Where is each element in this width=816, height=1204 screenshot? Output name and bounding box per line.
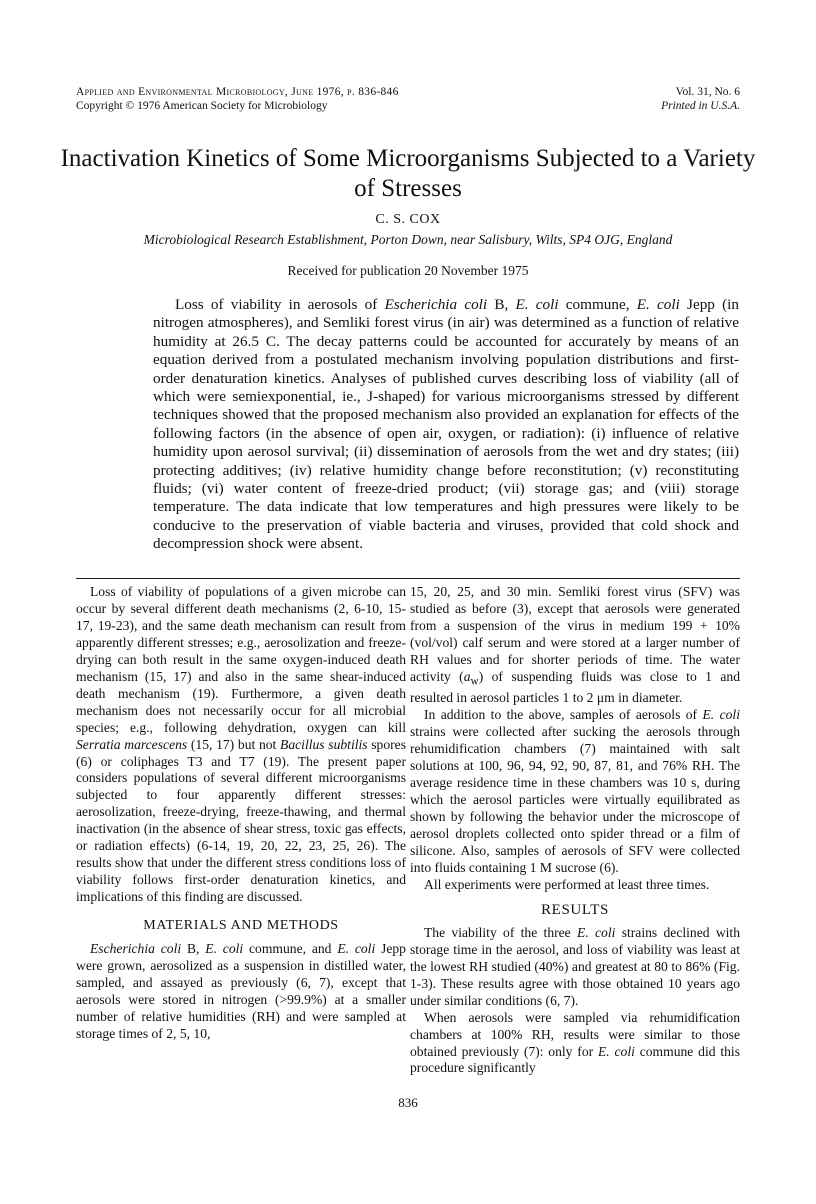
results-paragraph-2: When aerosols were sampled via rehumidification chambers at 100% RH, results were similar to those obtained previously (7): only for E. coli commune did this procedure significantly	[410, 1009, 740, 1076]
header-left	[76, 85, 399, 113]
abstract-divider	[76, 578, 740, 579]
left-column	[76, 584, 406, 1043]
replicates-paragraph: All experiments were performed at least three times.	[424, 876, 710, 892]
copyright-line: Copyright © 1976 American Society for Microbiology	[76, 100, 328, 112]
volume-issue: Vol. 31, No. 6	[675, 86, 740, 98]
rehumidification-paragraph: In addition to the above, samples of aerosols of E. coli strains were collected after sucking the aerosols through rehumidification chambers (7) maintained with salt solutions at 100, 96, 94, 92, 90, 87, 81, and 76% RH. The average residence time in these chambers was 10 s, during which the aerosol particles were virtually equilibrated as shown by following the behavior under the microscope of aerosol droplets collected onto spider thread or a film of silicone. Also, samples of aerosols of SFV were collected into fluids containing 1 M sucrose (6).	[410, 707, 740, 875]
author-name: C. S. COX	[375, 212, 441, 227]
introduction-paragraph: Loss of viability of populations of a given microbe can occur by several different death mechanisms (2, 6-10, 15-17, 19-23), and the same death mechanism can result from apparently different stresses; e.g., aerosolization and freeze-drying can both result in the same oxygen-induced death mechanism (15, 17) and also in the same shear-induced death mechanism (19). Furthermore, a given death mechanism does not necessarily occur for all microbial species; e.g., following dehydration, oxygen can kill Serratia marcescens (15, 17) but not Bacillus subtilis spores (6) or coliphages T3 and T7 (19). The present paper considers populations of several different microorganisms subjected to four apparently different stresses: aerosolization, freeze-drying, freeze-thawing, and thermal inactivation (in the absence of shear stress, toxic gas effects, or radiation effects) (6-14, 19, 20, 22, 23, 25, 26). The results show that under the different stress conditions loss of viability follows first-order denaturation kinetics, and implications of this finding are discussed.	[76, 584, 406, 905]
received-date: Received for publication 20 November 1975	[287, 263, 529, 278]
abstract: Loss of viability in aerosols of Escherichia coli B, E. coli commune, E. coli Jepp (in nitrogen atmospheres), and Semliki forest virus (in air) was determined as a function of relative humidity at 26.5 C. The decay patterns could be accounted for accurately by means of an equation derived from a postulated mechanism involving population distributions and first-order denaturation kinetics. Analyses of published curves describing loss of viability (all of which were semiexponential, ie., J-shaped) for various microorganisms stressed by different techniques showed that the proposed mechanism also provided an explanation for effects of the following factors (in the absence of open air, oxygen, or radiation): (i) influence of relative humidity upon aerosol survival; (ii) dissemination of aerosols from the wet and dry states; (iii) protecting additives; (iv) relative humidity change before reconstitution; (v) reconstituting fluids; (vi) water content of freeze-dried product; (vii) storage gas; and (viii) storage temperature. The data indicate that low temperatures and high pressures were likely to be conducive to the preservation of viable bacteria and viruses, provided that cold shock and decompression shock were absent.	[153, 296, 739, 553]
methods-continued-paragraph: 15, 20, 25, and 30 min. Semliki forest virus (SFV) was studied as before (3), except that aerosols were generated from a suspension of the virus in medium 199 + 10% (vol/vol) calf serum and were stored at a larger number of RH values and for shorter periods of time. The water activity $(a_w)$ of suspending fluids was close to 1 and resulted in aerosol particles 1 to 2 μm in diameter.	[410, 584, 740, 706]
results-heading: RESULTS	[541, 901, 609, 918]
page-number: 836	[398, 1095, 418, 1110]
printed-in: Printed in U.S.A.	[661, 100, 740, 112]
methods-heading: MATERIALS AND METHODS	[143, 918, 339, 934]
article-title: Inactivation Kinetics of Some Microorganisms Subjected to a Variety of Stresses	[60, 145, 756, 202]
methods-paragraph: Escherichia coli B, E. coli commune, and E. coli Jepp were grown, aerosolized as a suspension in distilled water, sampled, and assayed as previously (6, 7), except that aerosols were stored in nitrogen (>99.9%) at a smaller number of relative humidities (RH) and were sampled at storage times of 2, 5, 10,	[76, 941, 406, 1041]
journal-citation: Applied and Environmental Microbiology, June 1976, p. 836-846	[76, 86, 399, 98]
author-affiliation: Microbiological Research Establishment, Porton Down, near Salisbury, Wilts, SP4 OJG, England	[143, 232, 673, 247]
header-right	[661, 85, 740, 113]
right-column	[410, 584, 740, 1077]
results-paragraph-1: The viability of the three E. coli strains declined with storage time in the aerosol, and loss of viability was least at the lowest RH studied (40%) and greatest at 80 to 86% (Fig. 1-3). These results agree with those obtained 10 years ago under similar conditions (6, 7).	[410, 924, 740, 1008]
